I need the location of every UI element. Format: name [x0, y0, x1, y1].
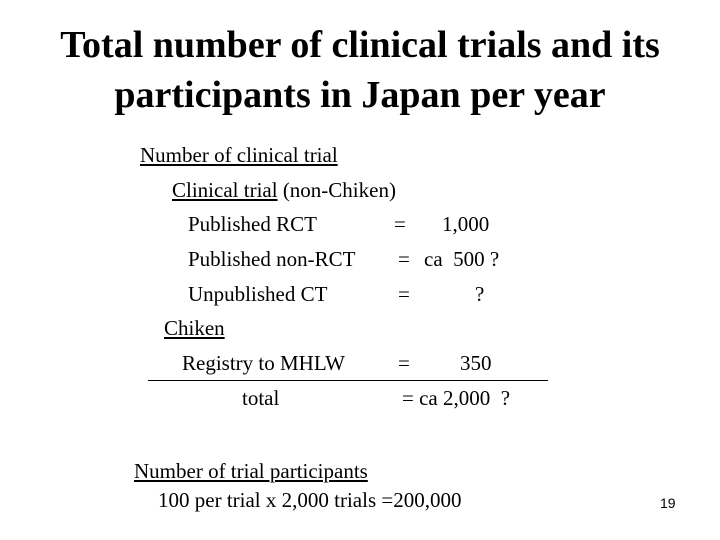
chiken-heading: Chiken: [164, 316, 225, 340]
row-eq-published-non-rct: =: [398, 247, 410, 271]
row-label-published-rct: Published RCT: [188, 212, 317, 236]
row-label-unpublished-ct: Unpublished CT: [188, 282, 328, 306]
page-number: 19: [660, 495, 676, 511]
row-value-registry: 350: [460, 351, 492, 375]
title-line-2: participants in Japan per year: [114, 74, 606, 116]
row-value-published-rct: 1,000: [442, 212, 490, 236]
title-line-1: Total number of clinical trials and its: [60, 24, 660, 66]
clinical-trial-heading: [172, 177, 396, 203]
row-value-published-non-rct: ca 500 ?: [424, 247, 500, 271]
row-eq-registry: =: [398, 351, 410, 375]
total-label: total: [242, 386, 280, 410]
row-eq-published-rct: =: [394, 212, 406, 236]
row-label-registry: Registry to MHLW: [182, 351, 345, 375]
slide-title: [0, 20, 720, 120]
participants-calculation: 100 per trial x 2,000 trials =200,000: [158, 488, 462, 512]
row-eq-unpublished-ct: =: [398, 282, 410, 306]
row-value-unpublished-ct: ?: [475, 282, 485, 306]
clinical-trial-qualifier: (non-Chiken): [282, 178, 396, 202]
total-divider: [148, 380, 548, 381]
section-heading-participants: Number of trial participants: [134, 459, 368, 483]
total-value: = ca 2,000 ?: [402, 386, 511, 410]
row-label-published-non-rct: Published non-RCT: [188, 247, 356, 271]
section-heading-trials: Number of clinical trial: [140, 143, 338, 167]
clinical-trial-label: Clinical trial: [172, 178, 278, 202]
